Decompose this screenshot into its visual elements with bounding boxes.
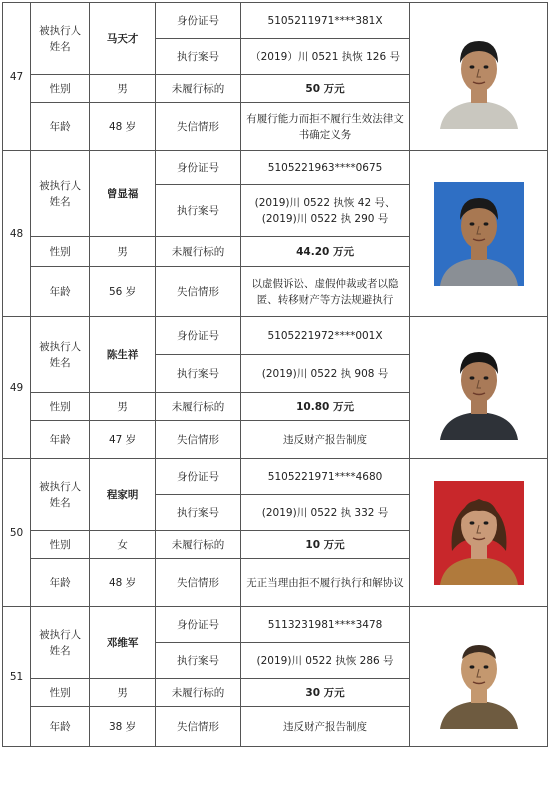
gender-value: 男 [90,679,156,707]
photo-cell [410,459,548,607]
id-label: 身份证号 [155,3,240,39]
person-photo [434,182,524,286]
photo-cell [410,3,548,151]
age-label: 年龄 [31,267,90,317]
portrait-left-eye [469,65,474,68]
roster-body [3,3,548,747]
case-label: 执行案号 [155,495,240,531]
dishonest-label: 失信情形 [155,421,240,459]
table-row [3,3,548,39]
id-label: 身份证号 [155,607,240,643]
id-number: 5105221971****4680 [241,459,410,495]
gender-value: 男 [90,393,156,421]
portrait-illustration [434,481,524,585]
case-label: 执行案号 [155,355,240,393]
case-number: （2019）川 0521 执恢 126 号 [241,39,410,75]
gender-label: 性别 [31,393,90,421]
name-label: 被执行人姓名 [31,607,90,679]
gender-label: 性别 [31,679,90,707]
amount-label: 未履行标的 [155,679,240,707]
age-value: 56 岁 [90,267,156,317]
dishonest-value: 以虚假诉讼、虚假仲裁或者以隐匿、转移财产等方法规避执行 [241,267,410,317]
dishonest-label: 失信情形 [155,707,240,747]
id-label: 身份证号 [155,459,240,495]
age-label: 年龄 [31,421,90,459]
table-row [3,151,548,185]
portrait-right-eye [483,665,488,668]
age-value: 38 岁 [90,707,156,747]
portrait-left-eye [469,222,474,225]
amount-value: 10.80 万元 [241,393,410,421]
person-photo [434,25,524,129]
amount-value: 50 万元 [241,75,410,103]
portrait-illustration [434,25,524,129]
gender-label: 性别 [31,75,90,103]
dishonest-value: 有履行能力而拒不履行生效法律文书确定义务 [241,103,410,151]
name-label: 被执行人姓名 [31,459,90,531]
portrait-left-eye [469,665,474,668]
id-number: 5113231981****3478 [241,607,410,643]
portrait-left-eye [469,376,474,379]
portrait-right-eye [483,521,488,524]
gender-label: 性别 [31,237,90,267]
person-photo [434,625,524,729]
person-photo [434,481,524,585]
person-name: 陈生祥 [90,317,156,393]
name-label: 被执行人姓名 [31,317,90,393]
person-name: 曾显福 [90,151,156,237]
age-label: 年龄 [31,559,90,607]
amount-label: 未履行标的 [155,531,240,559]
case-number: (2019)川 0522 执恢 286 号 [241,643,410,679]
age-value: 48 岁 [90,103,156,151]
person-name: 邓维军 [90,607,156,679]
record-number: 50 [3,459,31,607]
record-number: 48 [3,151,31,317]
record-number: 47 [3,3,31,151]
person-photo [434,336,524,440]
person-name: 马天才 [90,3,156,75]
amount-value: 30 万元 [241,679,410,707]
gender-value: 男 [90,237,156,267]
record-number: 49 [3,317,31,459]
portrait-illustration [434,182,524,286]
id-label: 身份证号 [155,317,240,355]
photo-cell [410,607,548,747]
record-number: 51 [3,607,31,747]
case-label: 执行案号 [155,185,240,237]
portrait-right-eye [483,222,488,225]
amount-label: 未履行标的 [155,393,240,421]
photo-cell [410,317,548,459]
id-number: 5105221972****001X [241,317,410,355]
age-label: 年龄 [31,103,90,151]
case-number: (2019)川 0522 执 908 号 [241,355,410,393]
amount-value: 44.20 万元 [241,237,410,267]
age-value: 47 岁 [90,421,156,459]
gender-value: 男 [90,75,156,103]
dishonest-value: 无正当理由拒不履行执行和解协议 [241,559,410,607]
id-number: 5105211971****381X [241,3,410,39]
id-number: 5105221963****0675 [241,151,410,185]
table-row [3,459,548,495]
amount-label: 未履行标的 [155,237,240,267]
dishonest-label: 失信情形 [155,267,240,317]
dishonest-value: 违反财产报告制度 [241,707,410,747]
table-row [3,607,548,643]
photo-cell [410,151,548,317]
amount-label: 未履行标的 [155,75,240,103]
portrait-right-eye [483,376,488,379]
person-name: 程家明 [90,459,156,531]
amount-value: 10 万元 [241,531,410,559]
portrait-left-eye [469,521,474,524]
dishonest-label: 失信情形 [155,559,240,607]
table-row [3,317,548,355]
portrait-illustration [434,625,524,729]
portrait-illustration [434,336,524,440]
dishonest-value: 违反财产报告制度 [241,421,410,459]
id-label: 身份证号 [155,151,240,185]
gender-value: 女 [90,531,156,559]
case-number: (2019)川 0522 执恢 42 号、(2019)川 0522 执 290 号 [241,185,410,237]
name-label: 被执行人姓名 [31,3,90,75]
dishonest-debtor-table [2,2,548,747]
age-label: 年龄 [31,707,90,747]
portrait-right-eye [483,65,488,68]
name-label: 被执行人姓名 [31,151,90,237]
case-label: 执行案号 [155,643,240,679]
case-number: (2019)川 0522 执 332 号 [241,495,410,531]
age-value: 48 岁 [90,559,156,607]
gender-label: 性别 [31,531,90,559]
dishonest-label: 失信情形 [155,103,240,151]
case-label: 执行案号 [155,39,240,75]
